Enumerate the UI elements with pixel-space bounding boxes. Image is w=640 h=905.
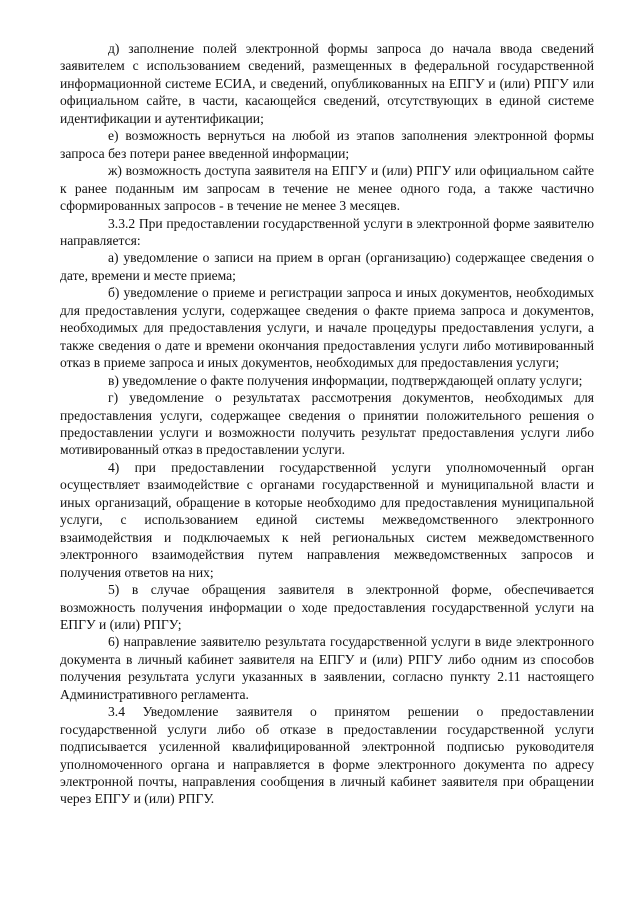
paragraph-3-4-decision-notice: 3.4 Уведомление заявителя о принятом решении о предоставлении государственной услуги либо об отказе в предоставлении государственной услуги подписывается усиленной квалифицированной электронной подписью руководителя уполномоченного органа и направляется в форме электронного документа по адресу электронной почты, направления сообщения в личный кабинет заявителя при обращении через ЕПГУ и (или) РПГУ. [60,704,594,807]
document-body [60,40,594,808]
paragraph-zh-access-requests: ж) возможность доступа заявителя на ЕПГУ и (или) РПГУ или официальном сайте к ранее поданным им запросам в течение не менее одного года, а также частично сформированных запросов - в течение не менее 3 месяцев. [60,163,594,214]
paragraph-3-3-2-notifications: 3.3.2 При предоставлении государственной услуги в электронной форме заявителю направляется: [60,215,594,248]
paragraph-d-form-autofill: д) заполнение полей электронной формы запроса до начала ввода сведений заявителем с использованием сведений, размещенных в федеральной государственной информационной системе ЕСИА, и сведений, опубликованных на ЕПГУ и (или) РПГУ или официальном сайте, в части, касающейся сведений, отсутствующих в единой системе идентификации и аутентификации; [60,41,594,126]
paragraph-e-return-to-step: е) возможность вернуться на любой из этапов заполнения электронной формы запроса без потери ранее введенной информации; [60,128,594,161]
paragraph-g-results: г) уведомление о результатах рассмотрения документов, необходимых для предоставления услуги, содержащее сведения о принятии положительного решения о предоставлении услуги и возможности получить результат предоставления услуги либо мотивированный отказ в предоставлении услуги. [60,390,594,458]
paragraph-4-interagency: 4) при предоставлении государственной услуги уполномоченный орган осуществляет взаимодействие с органами государственной и муниципальной власти и иных организаций, обращение в которые необходимо для предоставления муниципальной услуги, с использованием единой системы межведомственного электронного взаимодействия и подключаемых к ней региональных систем межведомственного электронного взаимодействия путем направления межведомственных запросов и получения ответов на них; [60,459,594,580]
paragraph-5-status-info: 5) в случае обращения заявителя в электронной форме, обеспечивается возможность получения информации о ходе предоставления государственной услуги на ЕПГУ и (или) РПГУ; [60,582,594,632]
paragraph-b-registration: б) уведомление о приеме и регистрации запроса и иных документов, необходимых для предоставления услуги, содержащее сведения о факте приема запроса и документов, необходимых для предоставления услуги, и начале процедуры предоставления услуги, а также сведения о дате и времени окончания предоставления услуги либо мотивированный отказ в приеме запроса и иных документов, необходимых для предоставления услуги; [60,285,594,371]
paragraph-a-appointment: а) уведомление о записи на прием в орган (организацию) содержащее сведения о дате, времени и месте приема; [60,250,594,283]
paragraph-v-payment: в) уведомление о факте получения информации, подтверждающей оплату услуги; [108,372,583,388]
paragraph-6-result-delivery: 6) направление заявителю результата государственной услуги в виде электронного документа в личный кабинет заявителя на ЕПГУ и (или) РПГУ либо одним из способов получения результата услуги указанных в заявлении, согласно пункту 2.11 настоящего Административного регламента. [60,634,594,702]
